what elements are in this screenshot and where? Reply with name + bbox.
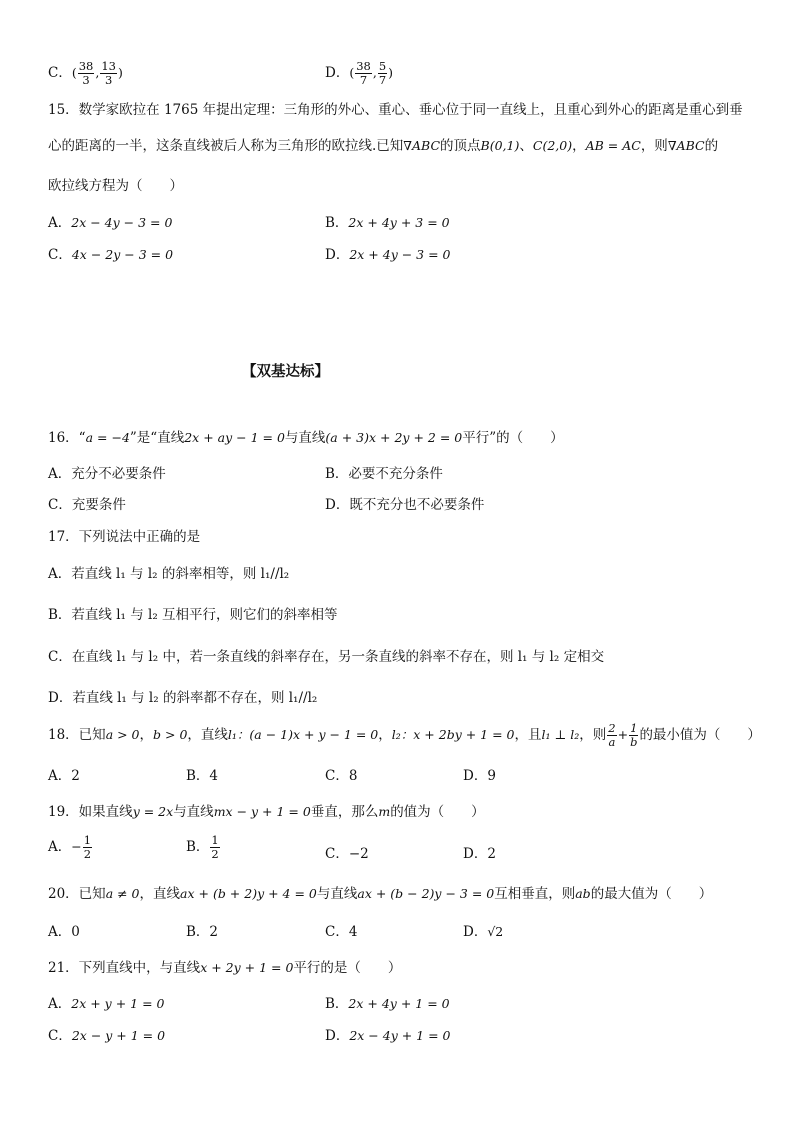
q15-stem-line1: 15．数学家欧拉在 1765 年提出定理：三角形的外心、重心、垂心位于同一直线上，且重心到外心的距离是重心到垂: [48, 102, 743, 118]
q18-stem: 18．已知a > 0，b > 0，直线l₁：(a − 1)x + y − 1 = 0，l₂：x + 2by + 1 = 0，且l₁ ⊥ l₂，则 $\frac{2}{a}$ + $\frac{1}{b}$ 的最小值为（ ）: [48, 721, 761, 749]
q19-option-c: C．−2: [325, 846, 369, 862]
q17-option-a: A．若直线 l₁ 与 l₂ 的斜率相等，则 l₁//l₂: [48, 566, 290, 582]
fraction: $\frac{1}{b}$: [630, 721, 638, 749]
q16-option-c: C．充要条件: [48, 497, 126, 513]
q20-stem: 20．已知a ≠ 0，直线ax + (b + 2)y + 4 = 0与直线ax + (b − 2)y − 3 = 0互相垂直，则ab的最大值为（ ）: [48, 886, 713, 902]
q16-option-b: B．必要不充分条件: [325, 466, 443, 482]
q15-option-a: A．2x − 4y − 3 = 0: [48, 215, 173, 231]
q17-option-b: B．若直线 l₁ 与 l₂ 互相平行，则它们的斜率相等: [48, 607, 338, 623]
q15-option-d: D．2x + 4y − 3 = 0: [325, 247, 451, 263]
q19-option-d: D．2: [463, 846, 496, 862]
q15-stem-line2: 心的距离的一半，这条直线被后人称为三角形的欧拉线.已知∇ABC的顶点B(0,1)、C(2,0)，AB = AC，则∇ABC的: [48, 138, 719, 154]
q18-option-c: C．8: [325, 768, 358, 784]
q17-stem: 17．下列说法中正确的是: [48, 529, 201, 545]
q20-option-a: A．0: [48, 924, 80, 940]
option-label: D．: [325, 65, 350, 81]
q19-stem: 19．如果直线y = 2x与直线mx − y + 1 = 0垂直，那么m的值为（ ）: [48, 804, 485, 820]
fraction: $\frac{38}{7}$: [356, 59, 371, 87]
q18-option-b: B．4: [186, 768, 219, 784]
fraction: $\frac{5}{7}$: [378, 59, 387, 87]
q15-option-c: C．4x − 2y − 3 = 0: [48, 247, 174, 263]
q14-option-c: C．( $\frac{38}{3}$ , $\frac{13}{3}$ ): [48, 59, 123, 87]
fraction: $\frac{13}{3}$: [101, 59, 116, 87]
q17-option-d: D．若直线 l₁ 与 l₂ 的斜率都不存在，则 l₁//l₂: [48, 690, 318, 706]
fraction: $\frac{1}{2}$: [211, 833, 219, 861]
q20-option-d: D．√2: [463, 924, 504, 940]
q21-option-c: C．2x − y + 1 = 0: [48, 1028, 166, 1044]
q18-option-d: D．9: [463, 768, 496, 784]
q19-option-a: A．− $\frac{1}{2}$: [48, 833, 92, 861]
q18-option-a: A．2: [48, 768, 80, 784]
q20-option-c: C．4: [325, 924, 358, 940]
q16-option-d: D．既不充分也不必要条件: [325, 497, 485, 513]
q16-stem: 16．“a = −4”是“直线2x + ay − 1 = 0与直线(a + 3)x + 2y + 2 = 0平行”的（ ）: [48, 430, 564, 446]
q17-option-c: C．在直线 l₁ 与 l₂ 中，若一条直线的斜率存在，另一条直线的斜率不存在，则 l₁ 与 l₂ 定相交: [48, 649, 605, 665]
q16-option-a: A．充分不必要条件: [48, 466, 166, 482]
q21-option-d: D．2x − 4y + 1 = 0: [325, 1028, 451, 1044]
q15-stem-line3: 欧拉线方程为（ ）: [48, 178, 183, 194]
q21-stem: 21．下列直线中，与直线x + 2y + 1 = 0平行的是（ ）: [48, 960, 402, 976]
fraction: $\frac{1}{2}$: [83, 833, 92, 861]
option-label: C．: [48, 65, 72, 81]
q15-option-b: B．2x + 4y + 3 = 0: [325, 215, 450, 231]
q20-option-b: B．2: [186, 924, 219, 940]
fraction: $\frac{2}{a}$: [608, 721, 616, 749]
q19-option-b: B． $\frac{1}{2}$: [186, 833, 219, 861]
q21-option-a: A．2x + y + 1 = 0: [48, 996, 165, 1012]
section-heading: 【双基达标】: [242, 364, 329, 380]
q14-option-d: D．( $\frac{38}{7}$ , $\frac{5}{7}$ ): [325, 59, 394, 87]
fraction: $\frac{38}{3}$: [78, 59, 94, 87]
q21-option-b: B．2x + 4y + 1 = 0: [325, 996, 450, 1012]
